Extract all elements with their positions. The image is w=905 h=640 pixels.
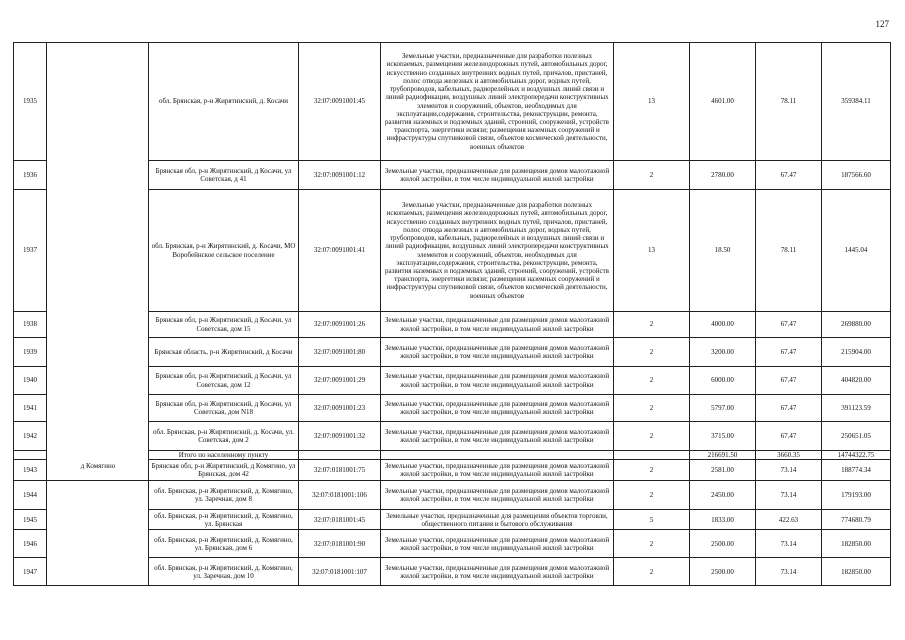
address-cell: Брянская обл, р-н Жирятинский, д Косачи, ул Советская, дом 15 <box>149 312 299 338</box>
cadastral-value-cell: 1445.04 <box>822 190 891 312</box>
settlement-label: д Комягино <box>80 461 116 470</box>
rate-cell: 67.47 <box>756 312 822 338</box>
total-value: 14744322.75 <box>822 451 891 460</box>
land-plots-table-komyagino <box>13 480 891 586</box>
purpose-code-cell: 2 <box>614 338 690 367</box>
table-row <box>14 43 891 161</box>
row-number: 1937 <box>14 190 47 312</box>
cadastral-value-cell: 187566.60 <box>822 161 891 190</box>
address-cell: обл. Брянская, р-н Жирятинский, д. Комягино, ул. Заречная, дом 8 <box>149 481 299 510</box>
rate-cell: 67.47 <box>756 395 822 422</box>
empty-cell <box>299 451 381 460</box>
purpose-code-cell: 2 <box>614 460 690 481</box>
empty-cell <box>14 451 47 460</box>
address-cell: обл. Брянская, р-н Жирятинский, д. Комягино, ул. Заречная, дом 10 <box>149 558 299 586</box>
purpose-code-cell: 2 <box>614 481 690 510</box>
settlement-cell-komyagino <box>47 481 149 586</box>
purpose-code-cell: 13 <box>614 43 690 161</box>
table-row <box>14 481 891 510</box>
land-purpose-cell: Земельные участки, предназначенные для размещения домов малоэтажной жилой застройки, в том числе индивидуальной жилой застройки <box>381 338 614 367</box>
address-cell: обл. Брянская, р-н Жирятинский, д. Косачи, ул. Советская, дом 2 <box>149 422 299 451</box>
purpose-code-cell: 2 <box>614 558 690 586</box>
purpose-code-cell: 5 <box>614 510 690 530</box>
address-cell: Брянская обл, р-н Жирятинский, д Косачи, ул Советская, дом 12 <box>149 367 299 395</box>
land-purpose-cell: Земельные участки, предназначенные для размещения домов малоэтажной жилой застройки, в том числе индивидуальной жилой застройки <box>381 460 614 481</box>
cadastral-number-cell: 32:07:0181001:75 <box>299 460 381 481</box>
land-purpose-cell: Земельные участки, предназначенные для разработки полезных ископаемых, размещения железнодорожных путей, автомобильных дорог, искусственно созданных внутренних водных путей, причалов, пристаней, полос отвода железных и автомобильных дорог, водных путей, трубопроводов, кабельных, радиорелейных и воздушных линий связи и линий радиофикации, воздушных линий электропередачи конструктивных элементов и сооружений, объектов, необходимых для эксплуатации,содержания, строительства, реконструкции, ремонта, развития наземных и подземных зданий, строений, сооружений, устройств транспорта, энергетики исвязи; размещения наземных сооружений и инфраструктуры спутниковой связи, объектов космической деятельности, военных объектов <box>381 190 614 312</box>
rate-cell: 422.63 <box>756 510 822 530</box>
cadastral-number-cell: 32:07:0091001:23 <box>299 395 381 422</box>
total-rate: 3660.35 <box>756 451 822 460</box>
purpose-code-cell: 2 <box>614 367 690 395</box>
cadastral-value-cell: 182850.00 <box>822 558 891 586</box>
area-cell: 1833.00 <box>690 510 756 530</box>
cadastral-number-cell: 32:07:0091001:32 <box>299 422 381 451</box>
address-cell: обл. Брянская, р-н Жирятинский, д. Косачи, МО Воробейнское сельское поселение <box>149 190 299 312</box>
cadastral-number-cell: 32:07:0181001:106 <box>299 481 381 510</box>
rate-cell: 78.11 <box>756 43 822 161</box>
purpose-code-cell: 13 <box>614 190 690 312</box>
rate-cell: 67.47 <box>756 422 822 451</box>
cadastral-number-cell: 32:07:0091001:12 <box>299 161 381 190</box>
cadastral-value-cell: 774680.79 <box>822 510 891 530</box>
row-number: 1941 <box>14 395 47 422</box>
rate-cell: 67.47 <box>756 161 822 190</box>
address-cell: Брянская обл, р-н Жирятинский, д Косачи, ул Советская, дом N18 <box>149 395 299 422</box>
empty-cell <box>381 451 614 460</box>
address-cell: Брянская обл, р-н Жирятинский, д Комягино, ул Брянская, дом 42 <box>149 460 299 481</box>
row-number: 1936 <box>14 161 47 190</box>
rate-cell: 78.11 <box>756 190 822 312</box>
row-number: 1947 <box>14 558 47 586</box>
cadastral-value-cell: 404820.00 <box>822 367 891 395</box>
row-number: 1943 <box>14 460 47 481</box>
cadastral-value-cell: 188774.34 <box>822 460 891 481</box>
rate-cell: 73.14 <box>756 530 822 558</box>
area-cell: 2581.00 <box>690 460 756 481</box>
rate-cell: 73.14 <box>756 558 822 586</box>
row-number: 1942 <box>14 422 47 451</box>
cadastral-number-cell: 32:07:0091001:29 <box>299 367 381 395</box>
purpose-code-cell: 2 <box>614 312 690 338</box>
land-purpose-cell: Земельные участки, предназначенные для размещения домов малоэтажной жилой застройки, в том числе индивидуальной жилой застройки <box>381 481 614 510</box>
cadastral-value-cell: 391123.59 <box>822 395 891 422</box>
address-cell: обл. Брянская, р-н Жирятинский, д. Косачи <box>149 43 299 161</box>
cadastral-value-cell: 215904.00 <box>822 338 891 367</box>
area-cell: 5797.00 <box>690 395 756 422</box>
area-cell: 2500.00 <box>690 558 756 586</box>
area-cell: 4601.00 <box>690 43 756 161</box>
purpose-code-cell: 2 <box>614 530 690 558</box>
land-purpose-cell: Земельные участки, предназначенные для разработки полезных ископаемых, размещения железнодорожных путей, автомобильных дорог, искусственно созданных внутренних водных путей, причалов, пристаней, полос отвода железных и автомобильных дорог, водных путей, трубопроводов, кабельных, радиорелейных и воздушных линий связи и линий радиофикации, воздушных линий электропередачи конструктивных элементов и сооружений, объектов, необходимых для эксплуатации,содержания, строительства, реконструкции, ремонта, развития наземных и подземных зданий, строений, сооружений, устройств транспорта, энергетики исвязи; размещения наземных сооружений и инфраструктуры спутниковой связи, объектов космической деятельности, военных объектов <box>381 43 614 161</box>
settlement-cell-kosachi <box>47 43 149 481</box>
rate-cell: 73.14 <box>756 460 822 481</box>
land-purpose-cell: Земельные участки, предназначенные для размещения домов малоэтажной жилой застройки, в том числе индивидуальной жилой застройки <box>381 395 614 422</box>
cadastral-value-cell: 250651.05 <box>822 422 891 451</box>
address-cell: Брянская область, р-н Жирятинский, д Косачи <box>149 338 299 367</box>
area-cell: 2500.00 <box>690 530 756 558</box>
row-number: 1946 <box>14 530 47 558</box>
address-cell: обл. Брянская, р-н Жирятинский, д. Комягино, ул. Брянская <box>149 510 299 530</box>
area-cell: 3200.00 <box>690 338 756 367</box>
total-label: Итого по населенному пункту <box>149 451 299 460</box>
address-cell: Брянская обл, р-н Жирятинский, д Косачи, ул Советская, д 41 <box>149 161 299 190</box>
land-purpose-cell: Земельные участки, предназначенные для размещения домов малоэтажной жилой застройки, в том числе индивидуальной жилой застройки <box>381 312 614 338</box>
land-purpose-cell: Земельные участки, предназначенные для размещения домов малоэтажной жилой застройки, в том числе индивидуальной жилой застройки <box>381 422 614 451</box>
area-cell: 6000.00 <box>690 367 756 395</box>
row-number: 1938 <box>14 312 47 338</box>
cadastral-number-cell: 32:07:0091001:45 <box>299 43 381 161</box>
row-number: 1945 <box>14 510 47 530</box>
land-purpose-cell: Земельные участки, предназначенные для размещения домов малоэтажной жилой застройки, в том числе индивидуальной жилой застройки <box>381 558 614 586</box>
cadastral-number-cell: 32:07:0181001:90 <box>299 530 381 558</box>
cadastral-value-cell: 182850.00 <box>822 530 891 558</box>
cadastral-number-cell: 32:07:0091001:26 <box>299 312 381 338</box>
land-purpose-cell: Земельные участки, предназначенные для размещения объектов торговли, общественного питания и бытового обслуживания <box>381 510 614 530</box>
purpose-code-cell: 2 <box>614 422 690 451</box>
rate-cell: 67.47 <box>756 338 822 367</box>
page-number: 127 <box>875 19 889 29</box>
cadastral-number-cell: 32:07:0091001:41 <box>299 190 381 312</box>
row-number: 1939 <box>14 338 47 367</box>
land-purpose-cell: Земельные участки, предназначенные для размещения домов малоэтажной жилой застройки, в том числе индивидуальной жилой застройки <box>381 161 614 190</box>
cadastral-value-cell: 359384.11 <box>822 43 891 161</box>
land-purpose-cell: Земельные участки, предназначенные для размещения домов малоэтажной жилой застройки, в том числе индивидуальной жилой застройки <box>381 367 614 395</box>
cadastral-number-cell: 32:07:0091001:80 <box>299 338 381 367</box>
cadastral-value-cell: 179193.00 <box>822 481 891 510</box>
row-number: 1944 <box>14 481 47 510</box>
empty-cell <box>614 451 690 460</box>
rate-cell: 67.47 <box>756 367 822 395</box>
address-cell: обл. Брянская, р-н Жирятинский, д. Комягино, ул. Брянская, дом 6 <box>149 530 299 558</box>
area-cell: 4000.00 <box>690 312 756 338</box>
land-purpose-cell: Земельные участки, предназначенные для размещения домов малоэтажной жилой застройки, в том числе индивидуальной жилой застройки <box>381 530 614 558</box>
purpose-code-cell: 2 <box>614 161 690 190</box>
land-plots-table <box>13 42 891 481</box>
cadastral-number-cell: 32:07:0181001:45 <box>299 510 381 530</box>
area-cell: 2450.00 <box>690 481 756 510</box>
row-number: 1940 <box>14 367 47 395</box>
purpose-code-cell: 2 <box>614 395 690 422</box>
cadastral-number-cell: 32:07:0181001:107 <box>299 558 381 586</box>
area-cell: 3715.00 <box>690 422 756 451</box>
area-cell: 2780.00 <box>690 161 756 190</box>
cadastral-value-cell: 269880.00 <box>822 312 891 338</box>
rate-cell: 73.14 <box>756 481 822 510</box>
total-area: 216691.50 <box>690 451 756 460</box>
area-cell: 18.50 <box>690 190 756 312</box>
row-number: 1935 <box>14 43 47 161</box>
